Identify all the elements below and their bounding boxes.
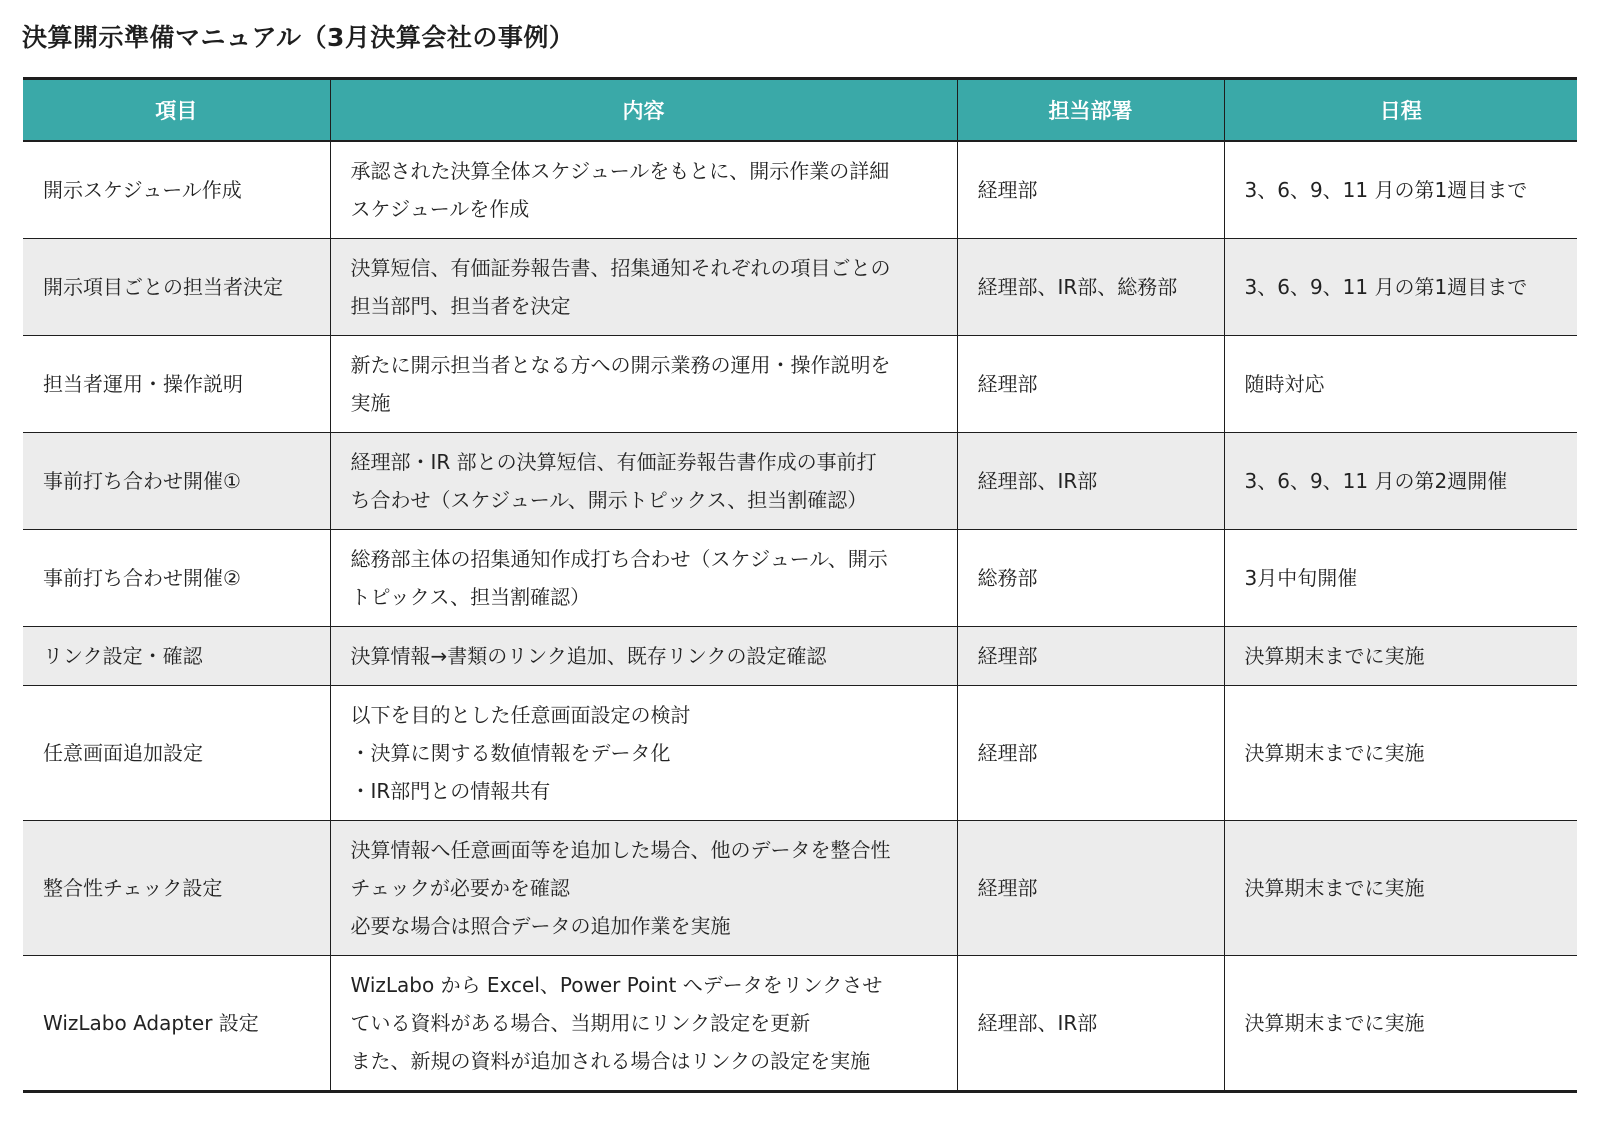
table-row	[23, 239, 1577, 336]
table-row	[23, 336, 1577, 433]
row-content	[330, 239, 957, 336]
content-line: ち合わせ（スケジュール、開示トピックス、担当割確認）	[350, 488, 868, 512]
row-content	[330, 141, 957, 239]
row-item: 事前打ち合わせ開催②	[23, 530, 330, 627]
header-content: 内容	[330, 79, 957, 142]
content-line: 必要な場合は照合データの追加作業を実施	[350, 914, 731, 938]
row-dept: 経理部	[957, 686, 1224, 821]
row-dept: 経理部	[957, 821, 1224, 956]
page-title: 決算開示準備マニュアル（3月決算会社の事例）	[22, 23, 575, 52]
content-line: チェックが必要かを確認	[350, 876, 570, 900]
content-line: 承認された決算全体スケジュールをもとに、開示作業の詳細	[350, 159, 890, 183]
table-row	[23, 956, 1577, 1092]
row-content	[330, 821, 957, 956]
row-schedule: 3、6、9、11 月の第1週目まで	[1224, 141, 1577, 239]
row-schedule: 決算期末までに実施	[1224, 956, 1577, 1092]
row-item: 整合性チェック設定	[23, 821, 330, 956]
header-dept: 担当部署	[957, 79, 1224, 142]
table-row	[23, 433, 1577, 530]
content-line: 担当部門、担当者を決定	[350, 294, 571, 318]
content-line: 総務部主体の招集通知作成打ち合わせ（スケジュール、開示	[350, 547, 888, 571]
row-item: 事前打ち合わせ開催①	[23, 433, 330, 530]
content-line: 新たに開示担当者となる方への開示業務の運用・操作説明を	[350, 353, 891, 377]
row-content	[330, 627, 957, 686]
row-dept: 経理部、IR部	[957, 433, 1224, 530]
content-line: ・IR部門との情報共有	[350, 779, 551, 803]
row-schedule: 3月中旬開催	[1224, 530, 1577, 627]
row-dept: 経理部	[957, 627, 1224, 686]
row-dept: 総務部	[957, 530, 1224, 627]
row-item: 開示スケジュール作成	[23, 141, 330, 239]
row-dept: 経理部	[957, 336, 1224, 433]
row-item: 担当者運用・操作説明	[23, 336, 330, 433]
row-item: WizLabo Adapter 設定	[23, 956, 330, 1092]
row-content	[330, 956, 957, 1092]
content-line: 決算短信、有価証券報告書、招集通知それぞれの項目ごとの	[350, 256, 891, 280]
table-row	[23, 686, 1577, 821]
row-schedule: 随時対応	[1224, 336, 1577, 433]
content-line: 以下を目的とした任意画面設定の検討	[350, 703, 691, 727]
row-dept: 経理部、IR部	[957, 956, 1224, 1092]
table-row	[23, 627, 1577, 686]
table-header-row	[23, 79, 1577, 142]
header-schedule: 日程	[1224, 79, 1577, 142]
content-line: ・決算に関する数値情報をデータ化	[350, 741, 671, 765]
row-dept: 経理部、IR部、総務部	[957, 239, 1224, 336]
content-line: ている資料がある場合、当期用にリンク設定を更新	[350, 1011, 811, 1035]
row-schedule: 決算期末までに実施	[1224, 686, 1577, 821]
row-item: 開示項目ごとの担当者決定	[23, 239, 330, 336]
header-item: 項目	[23, 79, 330, 142]
row-schedule: 3、6、9、11 月の第2週開催	[1224, 433, 1577, 530]
content-line: トピックス、担当割確認）	[350, 585, 591, 609]
table-row	[23, 530, 1577, 627]
content-line: また、新規の資料が追加される場合はリンクの設定を実施	[350, 1049, 871, 1073]
content-line: WizLabo から Excel、Power Point へデータをリンクさせ	[350, 973, 883, 997]
row-schedule: 決算期末までに実施	[1224, 627, 1577, 686]
row-content	[330, 530, 957, 627]
row-item: 任意画面追加設定	[23, 686, 330, 821]
content-line: 決算情報へ任意画面等を追加した場合、他のデータを整合性	[350, 838, 891, 862]
row-content	[330, 686, 957, 821]
row-item: リンク設定・確認	[23, 627, 330, 686]
content-line: 経理部・IR 部との決算短信、有価証券報告書作成の事前打	[350, 450, 877, 474]
content-line: 実施	[350, 391, 391, 415]
row-content	[330, 336, 957, 433]
row-content	[330, 433, 957, 530]
table-row	[23, 141, 1577, 239]
table-row	[23, 821, 1577, 956]
row-schedule: 3、6、9、11 月の第1週目まで	[1224, 239, 1577, 336]
row-schedule: 決算期末までに実施	[1224, 821, 1577, 956]
schedule-table	[23, 77, 1577, 1093]
content-line: スケジュールを作成	[350, 197, 530, 221]
content-line: 決算情報→書類のリンク追加、既存リンクの設定確認	[350, 644, 827, 668]
row-dept: 経理部	[957, 141, 1224, 239]
